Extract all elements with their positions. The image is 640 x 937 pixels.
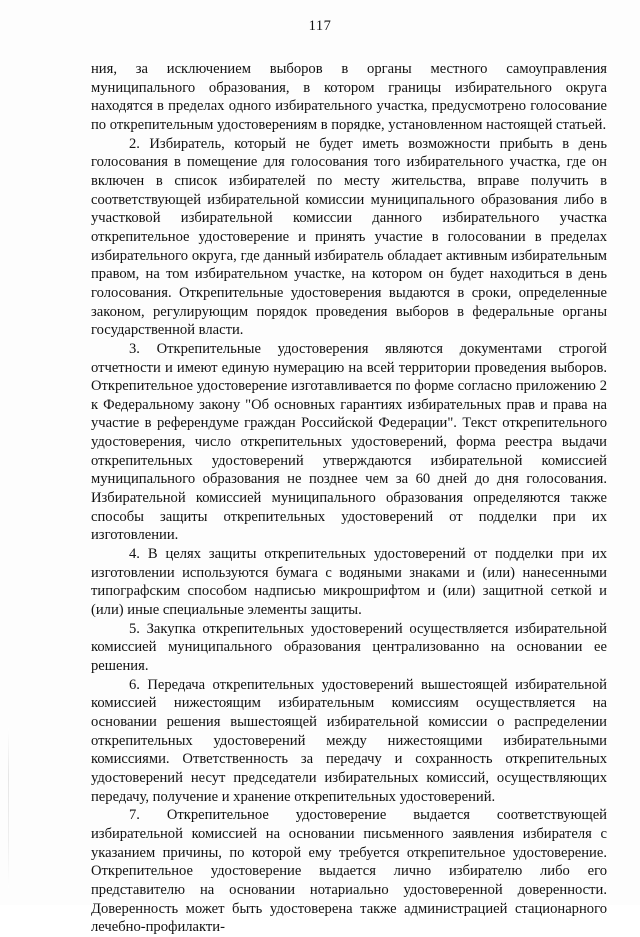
paragraph-item-2: 2. Избиратель, который не будет иметь возможности прибыть в день голосования в помещение для голосования того избирательного участка, где он включен в список избирателей по месту жительства, вправе получить в соответствующей избирательной комиссии муниципального образования либо в участковой избирательной комиссии данного избирательного участка открепительное удостоверение и принять участие в голосовании в пределах избирательного округа, где данный избиратель обладает активным избирательным правом, на том избирательном участке, на котором он будет находиться в день голосования. Открепительные удостоверения выдаются в сроки, определенные законом, регулирующим порядок проведения выборов в федеральные органы государственной власти. — [91, 135, 607, 339]
body-text — [91, 60, 607, 937]
paragraph-item-6: 6. Передача открепительных удостоверений вышестоящей избирательной комиссией нижестоящим избирательным комиссиям осуществляется на основании решения вышестоящей избирательной комиссии о распределении открепительных удостоверений между нижестоящими избирательными комиссиями. Ответственность за передачу и сохранность открепительных удостоверений несут председатели избирательных комиссий, осуществляющих передачу, получение и хранение открепительных удостоверений. — [91, 676, 607, 805]
paragraph-item-3: 3. Открепительные удостоверения являются документами строгой отчетности и имеют единую нумерацию на всей территории проведения выборов. Открепительное удостоверение изготавливается по форме согласно приложению 2 к Федеральному закону "Об основных гарантиях избирательных прав и права на участие в референдуме граждан Российской Федерации". Текст открепительного удостоверения, число открепительных удостоверений, форма реестра выдачи открепительных удостоверений утверждаются избирательной комиссией муниципального образования не позднее чем за 60 дней до дня голосования. Избирательной комиссией муниципального образования определяются также способы защиты открепительных удостоверений от подделки при их изготовлении. — [91, 340, 607, 544]
paragraph-item-7: 7. Открепительное удостоверение выдается соответствующей избирательной комиссией на основании письменного заявления избирателя с указанием причины, по которой ему требуется открепительное удостоверение. Открепительное удостоверение выдается лично избирателю либо его представителю на основании нотариально удостоверенной доверенности. Доверенность может быть удостоверена также администрацией стационарного лечебно-профилакти- — [91, 807, 607, 936]
page-number: 117 — [308, 18, 332, 34]
scan-edge-mark — [8, 728, 9, 888]
paragraph-item-5: 5. Закупка открепительных удостоверений осуществляется избирательной комиссией муниципального образования централизованно на основании ее решения. — [91, 620, 607, 674]
paragraph-item-4: 4. В целях защиты открепительных удостоверений от подделки при их изготовлении используются бумага с водяными знаками и (или) нанесенными типографским способом надписью микрошрифтом и (или) защитной сеткой и (или) иные специальные элементы защиты. — [91, 546, 607, 619]
paragraph-continuation: ния, за исключением выборов в органы местного самоуправления муниципального образования, в котором границы избирательного округа находятся в пределах одного избирательного участка, предусмотрено голосование по открепительным удостоверениям в порядке, установленном настоящей статьей. — [91, 61, 607, 133]
